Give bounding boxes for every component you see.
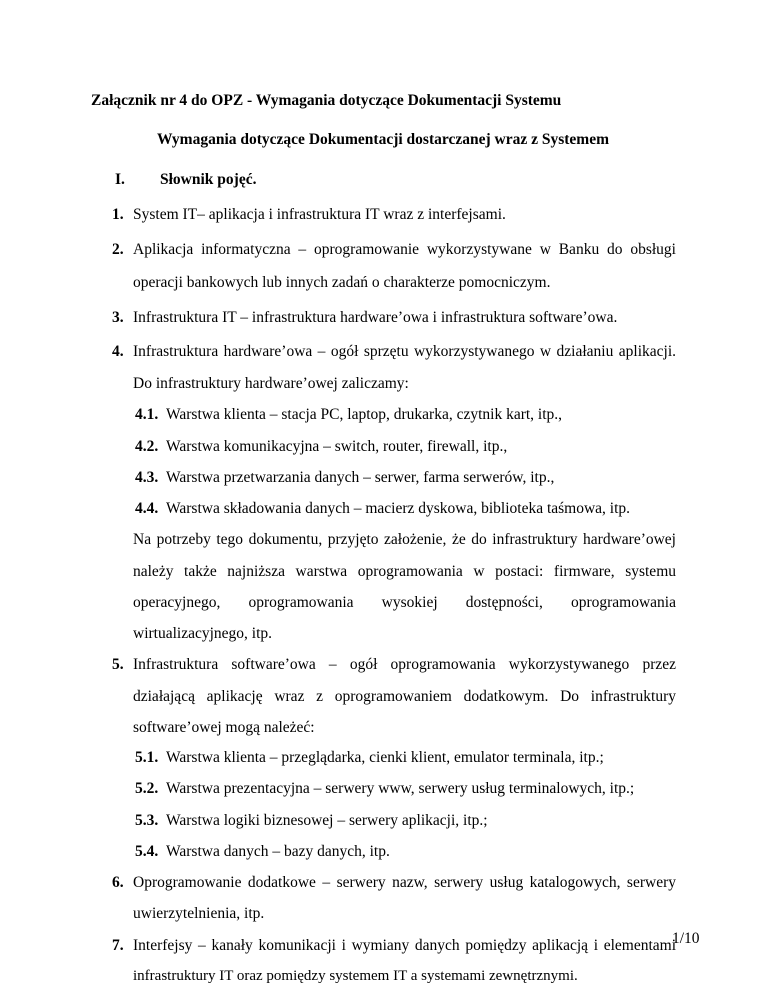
subitem-number: 5.3. xyxy=(135,812,159,829)
note-text: operacyjnego, oprogramowania wysokiej dostępności, oprogramowania xyxy=(133,594,676,611)
item-text: Aplikacja informatyczna – oprogramowanie wykorzystywane w Banku do obsługi xyxy=(133,241,676,258)
subitem-text: Warstwa logiki biznesowej – serwery aplikacji, itp.; xyxy=(166,812,488,829)
subitem-number: 4.4. xyxy=(135,500,159,517)
subitem-number: 4.3. xyxy=(135,469,159,486)
subitem-number: 5.2. xyxy=(135,780,159,797)
subitem-number: 5.1. xyxy=(135,749,159,766)
item-number: 7. xyxy=(112,937,124,954)
item-text: Interfejsy – kanały komunikacji i wymiany danych pomiędzy aplikacją i elementami xyxy=(133,937,676,954)
section-number: I. xyxy=(115,171,125,188)
note-text: wirtualizacyjnego, itp. xyxy=(133,625,273,642)
subitem-number: 4.1. xyxy=(135,406,159,423)
item-text: Oprogramowanie dodatkowe – serwery nazw, serwery usług katalogowych, serwery xyxy=(133,874,676,891)
page-number: 1/10 xyxy=(672,930,700,947)
subitem-text: Warstwa klienta – stacja PC, laptop, drukarka, czytnik kart, itp., xyxy=(166,406,563,423)
item-number: 5. xyxy=(112,656,124,673)
document-subtitle: Wymagania dotyczące Dokumentacji dostarczanej wraz z Systemem xyxy=(157,131,609,148)
note-text: należy także najniższa warstwa oprogramowania w postaci: firmware, systemu xyxy=(133,563,676,580)
subitem-text: Warstwa prezentacyjna – serwery www, serwery usług terminalowych, itp.; xyxy=(166,780,635,797)
section-title: Słownik pojęć. xyxy=(160,171,257,188)
item-text: Infrastruktura software’owa – ogół oprogramowania wykorzystywanego przez xyxy=(133,656,676,673)
item-text: software’owej mogą należeć: xyxy=(133,719,315,736)
item-text: System IT– aplikacja i infrastruktura IT wraz z interfejsami. xyxy=(133,206,506,223)
item-text: Do infrastruktury hardware’owej zaliczamy: xyxy=(133,375,409,392)
item-number: 6. xyxy=(112,874,124,891)
item-number: 2. xyxy=(112,241,124,258)
subitem-text: Warstwa komunikacyjna – switch, router, firewall, itp., xyxy=(166,438,508,455)
item-text: Infrastruktura IT – infrastruktura hardware’owa i infrastruktura software’owa. xyxy=(133,309,618,326)
item-number: 3. xyxy=(112,309,124,326)
item-number: 4. xyxy=(112,343,124,360)
subitem-text: Warstwa składowania danych – macierz dyskowa, biblioteka taśmowa, itp. xyxy=(166,500,631,517)
document-title: Załącznik nr 4 do OPZ - Wymagania dotyczące Dokumentacji Systemu xyxy=(91,92,562,109)
subitem-number: 4.2. xyxy=(135,438,159,455)
subitem-text: Warstwa klienta – przeglądarka, cienki klient, emulator terminala, itp.; xyxy=(166,749,604,766)
subitem-number: 5.4. xyxy=(135,843,159,860)
subitem-text: Warstwa danych – bazy danych, itp. xyxy=(166,843,390,860)
item-number: 1. xyxy=(112,206,124,223)
note-text: Na potrzeby tego dokumentu, przyjęto założenie, że do infrastruktury hardware’owej xyxy=(133,531,676,548)
subitem-text: Warstwa przetwarzania danych – serwer, farma serwerów, itp., xyxy=(166,469,555,486)
item-text: Infrastruktura hardware’owa – ogół sprzętu wykorzystywanego w działaniu aplikacji. xyxy=(133,343,676,360)
item-text: infrastruktury IT oraz pomiędzy systemem IT a systemami zewnętrznymi. xyxy=(133,968,578,984)
item-text: działającą aplikację wraz z oprogramowaniem dodatkowym. Do infrastruktury xyxy=(133,688,676,705)
item-text: operacji bankowych lub innych zadań o charakterze pomocniczym. xyxy=(133,274,551,291)
item-text: uwierzytelnienia, itp. xyxy=(133,905,265,922)
